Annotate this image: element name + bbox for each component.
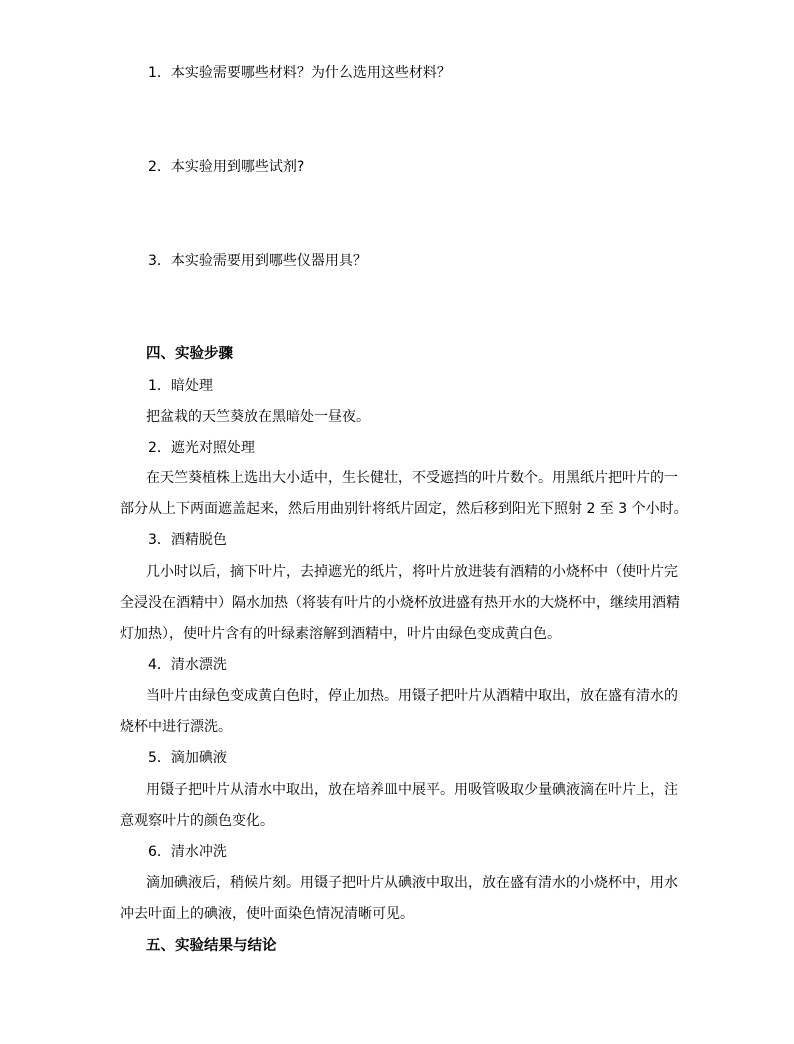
question-3: 3．本实验需要用到哪些仪器用具？ — [148, 253, 367, 269]
question-2: 2．本实验用到哪些试剂? — [148, 159, 305, 175]
step-text-line: 冲去叶面上的碘液，使叶面染色情况清晰可见。 — [120, 906, 414, 922]
step-text-line: 部分从上下两面遮盖起来，然后用曲别针将纸片固定，然后移到阳光下照射 2 至 3 个小时。 — [120, 501, 688, 517]
step-text-line: 滴加碘液后，稍候片刻。用镊子把叶片从碘液中取出，放在盛有清水的小烧杯中，用水 — [146, 875, 678, 891]
step-text-line: 意观察叶片的颜色变化。 — [120, 813, 274, 829]
step-text-line: 几小时以后，摘下叶片，去掉遮光的纸片，将叶片放进装有酒精的小烧杯中（使叶片完 — [146, 564, 678, 580]
step-text-line: 灯加热），使叶片含有的叶绿素溶解到酒精中，叶片由绿色变成黄白色。 — [120, 626, 561, 642]
step-title: 3．酒精脱色 — [148, 532, 227, 548]
step-title: 5．滴加碘液 — [148, 750, 227, 766]
step-text-line: 当叶片由绿色变成黄白色时，停止加热。用镊子把叶片从酒精中取出，放在盛有清水的 — [146, 688, 678, 704]
step-title: 1．暗处理 — [148, 378, 213, 394]
step-title: 2．遮光对照处理 — [148, 440, 255, 456]
step-text-line: 全浸没在酒精中）隔水加热（将装有叶片的小烧杯放进盛有热开水的大烧杯中，继续用酒精 — [120, 595, 680, 611]
step-text-line: 在天竺葵植株上选出大小适中，生长健壮，不受遮挡的叶片数个。用黑纸片把叶片的一 — [146, 470, 678, 486]
step-text-line: 用镊子把叶片从清水中取出，放在培养皿中展平。用吸管吸取少量碘液滴在叶片上，注 — [146, 782, 678, 798]
step-title: 4．清水漂洗 — [148, 657, 227, 673]
question-1: 1．本实验需要哪些材料？为什么选用这些材料？ — [148, 65, 451, 81]
step-text-line: 把盆栽的天竺葵放在黑暗处一昼夜。 — [146, 409, 370, 425]
step-title: 6．清水冲洗 — [148, 844, 227, 860]
step-text-line: 烧杯中进行漂洗。 — [120, 719, 232, 735]
section-heading-steps: 四、实验步骤 — [146, 346, 233, 362]
section-heading-results: 五、实验结果与结论 — [146, 938, 277, 954]
